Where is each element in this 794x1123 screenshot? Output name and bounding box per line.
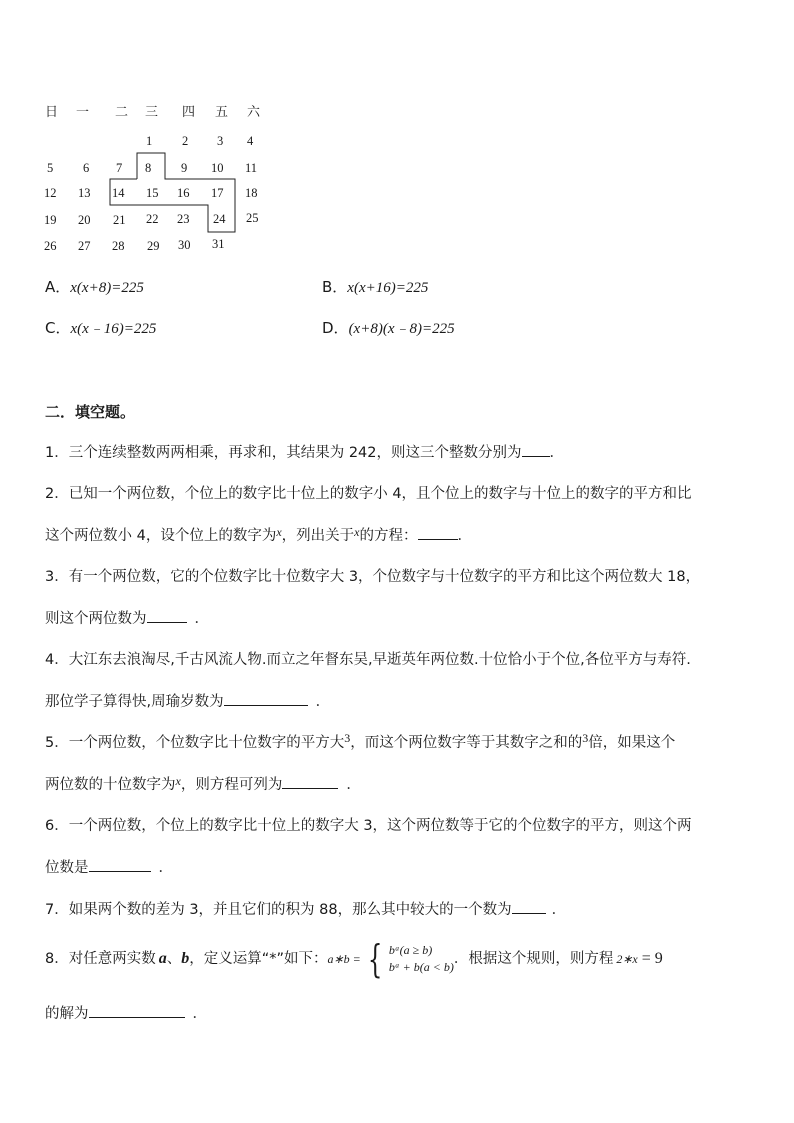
question-2-text: 这个两位数小 4，设个位上的数字为 (45, 528, 277, 544)
option-b-expr: x(x+16)=225 (347, 280, 429, 296)
question-5-text: ，则方程可列为 (180, 777, 283, 793)
question-1-text: 1．三个连续整数两两相乘，再求和，其结果为 242，则这三个整数分别为 (45, 445, 522, 461)
day-cell: 28 (112, 239, 125, 253)
variable-x: x (175, 774, 181, 788)
equation-lhs: 2∗x (616, 952, 638, 966)
option-d[interactable] (322, 317, 455, 338)
day-cell: 3 (217, 134, 224, 148)
answer-blank[interactable] (282, 774, 338, 789)
day-cell: 29 (147, 239, 160, 253)
question-2-text: ，列出关于 (281, 528, 355, 544)
day-cell: 18 (245, 186, 258, 200)
answer-blank[interactable] (418, 525, 458, 540)
question-7-text: 7．如果两个数的差为 3，并且它们的积为 88，那么其中较大的一个数为 (45, 902, 512, 918)
weekday-thu: 四 (182, 105, 196, 120)
variable-a: a (158, 950, 167, 967)
question-8-line-1 (45, 938, 663, 980)
option-b-label: B． (322, 278, 348, 296)
question-3-line-1: 3．有一个两位数，它的个位数字比十位数字大 3，个位数字与十位数字的平方和比这个两位数大 18， (45, 569, 701, 585)
period: ． (192, 1006, 207, 1022)
day-cell: 10 (211, 161, 224, 175)
question-8-text: ，定义运算“*”如下： (189, 951, 328, 967)
weekday-sun: 日 (45, 105, 59, 120)
day-cell: 26 (44, 239, 57, 253)
day-cell: 27 (78, 239, 91, 253)
day-cell: 2 (182, 134, 189, 148)
day-cell: 8 (145, 161, 152, 175)
day-cell: 23 (177, 212, 190, 226)
day-cell: 14 (112, 186, 125, 200)
variable-x: x (276, 525, 282, 539)
day-cell: 21 (113, 213, 126, 227)
question-6-line-1: 6．一个两位数，个位上的数字比十位上的数字大 3，这个两位数等于它的个位数字的平方，则这个两 (45, 818, 692, 834)
option-c-expr: x(x﹣16)=225 (70, 321, 157, 337)
question-4-line-2 (45, 691, 330, 712)
day-cell: 25 (246, 211, 259, 225)
question-5-text: 两位数的十位数字为 (45, 777, 176, 793)
question-5-line-1 (45, 733, 675, 753)
question-5-text: ，而这个两位数字等于其数字之和的 (350, 735, 583, 751)
question-5-line-2 (45, 774, 361, 795)
question-8-text: 8．对任意两实数 (45, 951, 156, 967)
period: ． (346, 777, 361, 793)
question-5-text: 倍，如果这个 (588, 735, 676, 751)
day-cell: 16 (177, 186, 190, 200)
weekday-sat: 六 (247, 105, 261, 120)
case-1: bᵃ(a ≥ b) (388, 943, 433, 957)
question-8-text: 的解为 (45, 1006, 89, 1022)
question-3-line-2 (45, 608, 209, 629)
weekday-mon: 一 (76, 105, 90, 120)
option-b[interactable] (322, 276, 428, 297)
cases (389, 942, 454, 976)
day-cell: 1 (146, 134, 153, 148)
number-3: 3 (582, 731, 589, 745)
day-cell: 12 (44, 186, 57, 200)
equation-rhs: = 9 (641, 950, 663, 967)
day-cell: 30 (178, 238, 191, 252)
question-3-text: 则这个两位数为 (45, 611, 147, 627)
period: ． (194, 611, 209, 627)
question-2-line-2 (45, 525, 472, 546)
day-cell: 6 (83, 161, 90, 175)
question-2-text: 的方程： (359, 528, 418, 544)
answer-blank[interactable] (224, 691, 308, 706)
weekday-fri: 五 (215, 105, 229, 120)
day-cell: 31 (212, 237, 225, 251)
option-d-label: D． (322, 319, 349, 337)
day-cell: 15 (146, 186, 159, 200)
answer-blank[interactable] (522, 442, 550, 457)
period: ． (551, 902, 567, 918)
day-cell: 13 (78, 186, 91, 200)
period: ． (158, 860, 173, 876)
answer-blank[interactable] (89, 1003, 185, 1018)
option-a[interactable] (45, 276, 144, 297)
question-2-line-1: 2．已知一个两位数，个位上的数字比十位上的数字小 4，且个位上的数字与十位上的数字的平方和比 (45, 486, 692, 502)
question-6-text: 位数是 (45, 860, 89, 876)
day-cell: 5 (47, 161, 54, 175)
question-8-line-2 (45, 1003, 207, 1024)
answer-blank[interactable] (512, 899, 546, 914)
day-cell: 7 (116, 161, 123, 175)
day-cell: 9 (181, 161, 188, 175)
question-7 (45, 899, 566, 920)
question-4-line-1: 4．大江东去浪淘尽,千古风流人物.而立之年督东吴,早逝英年两位数.十位恰小于个位,各位平方与寿符. (45, 652, 691, 668)
question-4-text: 那位学子算得快,周瑜岁数为 (45, 694, 224, 710)
separator: 、 (166, 951, 182, 967)
question-8-text: ．根据这个规则，则方程 (453, 951, 614, 967)
day-cell: 20 (78, 213, 91, 227)
period: ． (457, 528, 472, 544)
option-c-label: C． (45, 319, 71, 337)
weekday-wed: 三 (145, 105, 159, 120)
answer-blank[interactable] (89, 857, 151, 872)
question-6-line-2 (45, 857, 173, 878)
number-3: 3 (344, 731, 351, 745)
section-title: 二．填空题。 (45, 403, 136, 421)
day-cell: 22 (146, 212, 159, 226)
option-a-label: A． (45, 278, 71, 296)
day-cell: 19 (44, 213, 57, 227)
day-cell: 4 (247, 134, 254, 148)
day-cell: 24 (213, 212, 226, 226)
cross-outline (0, 0, 300, 260)
left-brace-icon: { (367, 937, 383, 981)
period: ． (315, 694, 331, 710)
variable-x: x (354, 525, 360, 539)
variable-b: b (181, 950, 190, 967)
piecewise-definition (327, 937, 454, 981)
operation-lhs: a∗b = (327, 952, 361, 966)
question-5-text: 5．一个两位数，个位数字比十位数字的平方大 (45, 735, 345, 751)
option-a-expr: x(x+8)=225 (70, 280, 144, 296)
period: ． (549, 445, 565, 461)
weekday-tue: 二 (115, 105, 129, 120)
case-2: bᵃ + b(a < b) (388, 960, 454, 974)
question-1 (45, 442, 564, 463)
option-d-expr: (x+8)(x﹣8)=225 (348, 321, 455, 337)
option-c[interactable] (45, 317, 156, 338)
answer-blank[interactable] (147, 608, 187, 623)
day-cell: 17 (211, 186, 224, 200)
day-cell: 11 (245, 161, 258, 175)
